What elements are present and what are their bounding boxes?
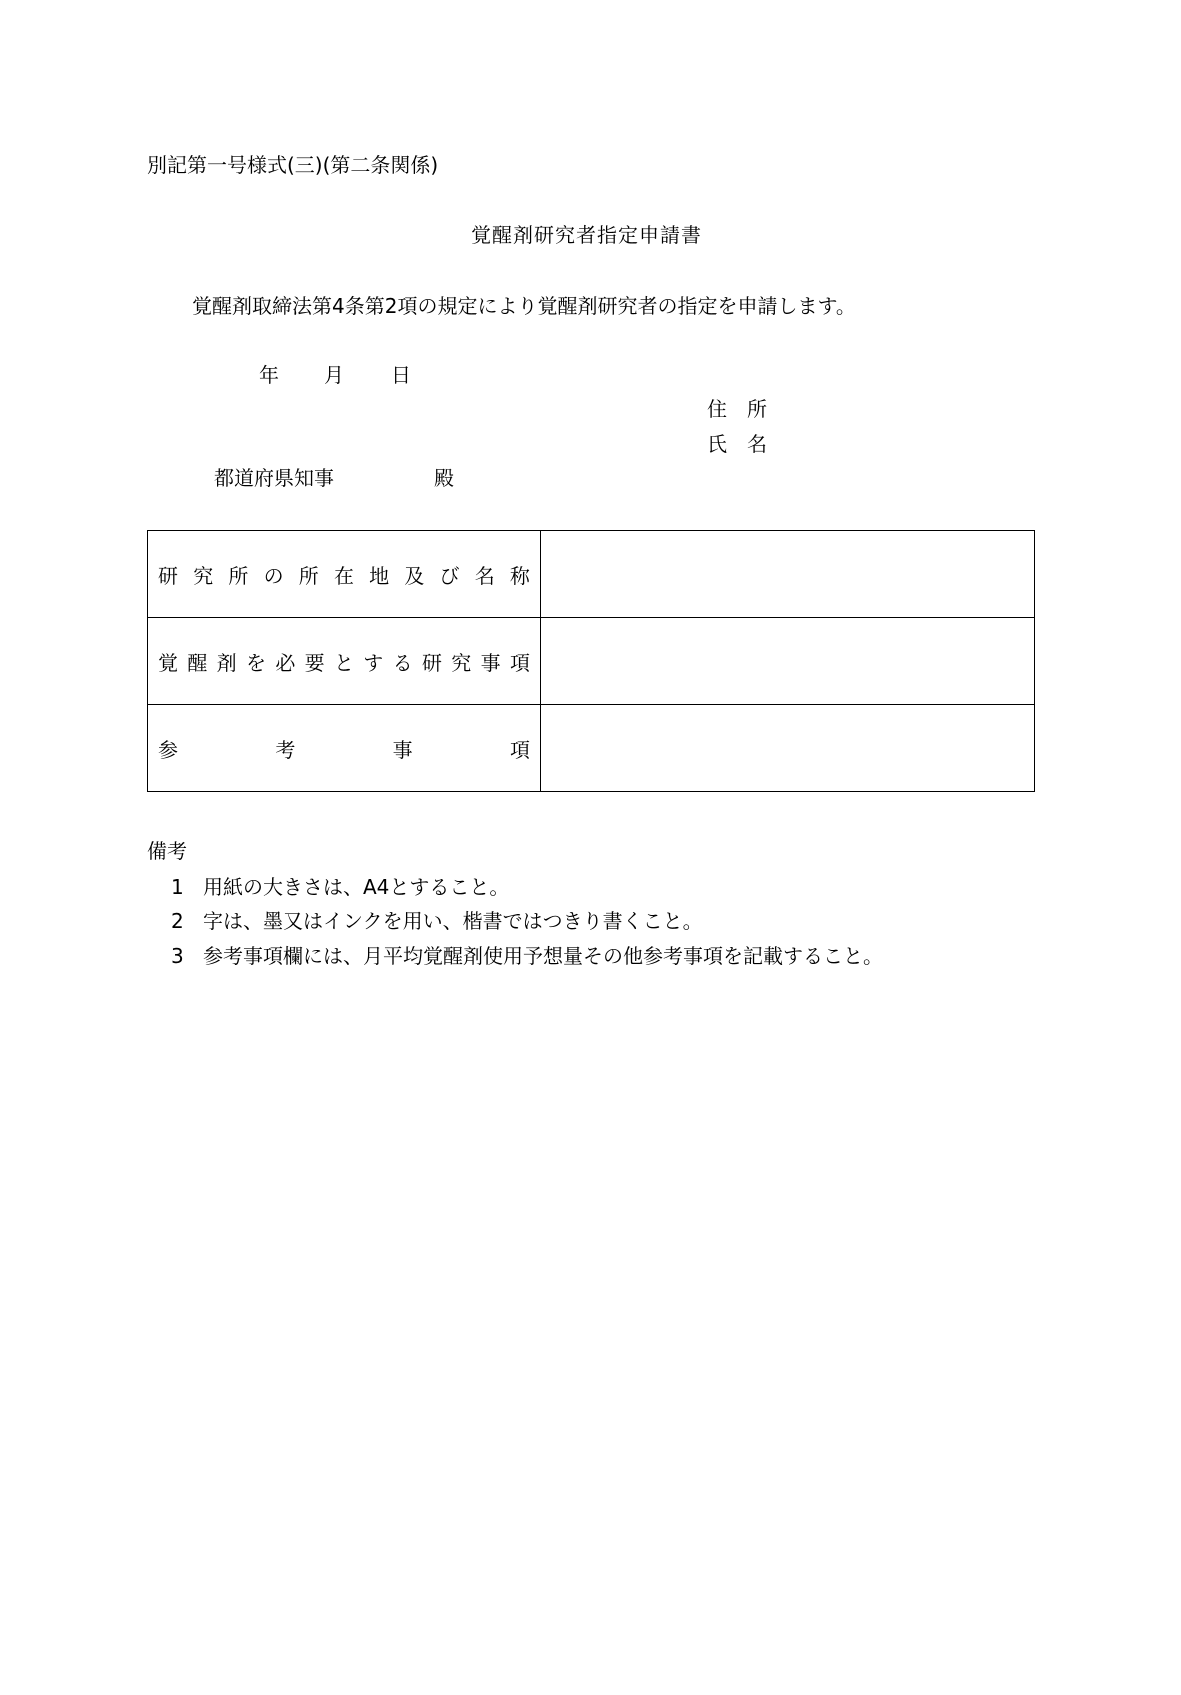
label-char: 称 [509,563,530,588]
notes-heading: 備考 [147,839,187,863]
label-char: す [363,650,384,675]
label-char: 名 [474,563,495,588]
form-label: 別記第一号様式(三)(第二条関係) [147,153,439,177]
honorific: 殿 [434,466,454,490]
label-char: を [245,650,266,675]
label-char: 事 [480,650,501,675]
label-char: 参 [158,737,178,762]
label-char: 所 [228,563,249,588]
date-day: 日 [391,363,411,387]
label-char: 考 [275,737,296,762]
statement: 覚醒剤取締法第4条第2項の規定により覚醒剤研究者の指定を申請します。 [192,294,856,318]
label-char: 在 [333,563,354,588]
label-char: 必 [275,650,296,675]
note-text: 参考事項欄には、月平均覚醒剤使用予想量その他参考事項を記載すること。 [203,944,883,968]
note-text: 字は、墨又はインクを用い、楷書ではつきり書くこと。 [203,909,703,933]
label-char: る [392,650,413,675]
document-title: 覚醒剤研究者指定申請書 [471,223,702,247]
label-char: 究 [193,563,214,588]
label-char: 地 [369,563,390,588]
label-char: 及 [404,563,425,588]
date-month: 月 [324,363,344,387]
row-value-field[interactable] [541,618,1035,705]
label-char: 剤 [216,650,237,675]
table-row [148,618,1035,705]
label-char: 研 [421,650,442,675]
label-location-name [158,560,530,589]
date-year: 年 [259,363,279,387]
label-char: 項 [509,650,530,675]
label-char: 項 [509,737,530,762]
label-char: 要 [304,650,325,675]
note-number: 3 [171,944,184,968]
recipient: 都道府県知事 [214,466,334,490]
row-label [148,618,541,705]
table-row [148,531,1035,618]
table-row [148,705,1035,792]
label-char: 事 [392,737,413,762]
row-label [148,705,541,792]
address-label: 住 所 [707,397,767,421]
label-char: 所 [298,563,319,588]
label-research-matters [158,647,530,676]
note-text: 用紙の大きさは、A4とすること。 [203,875,510,899]
label-char: 覚 [158,650,178,675]
note-number: 1 [171,875,184,899]
label-char: び [439,563,460,588]
label-char: 研 [158,563,178,588]
row-value-field[interactable] [541,531,1035,618]
name-label: 氏 名 [707,432,767,456]
row-label [148,531,541,618]
label-char: 究 [451,650,472,675]
row-value-field[interactable] [541,705,1035,792]
label-char: の [263,563,284,588]
label-char: 醒 [187,650,208,675]
label-char: と [333,650,354,675]
label-reference-matters [158,734,530,763]
application-table [147,530,1035,792]
note-number: 2 [171,909,184,933]
